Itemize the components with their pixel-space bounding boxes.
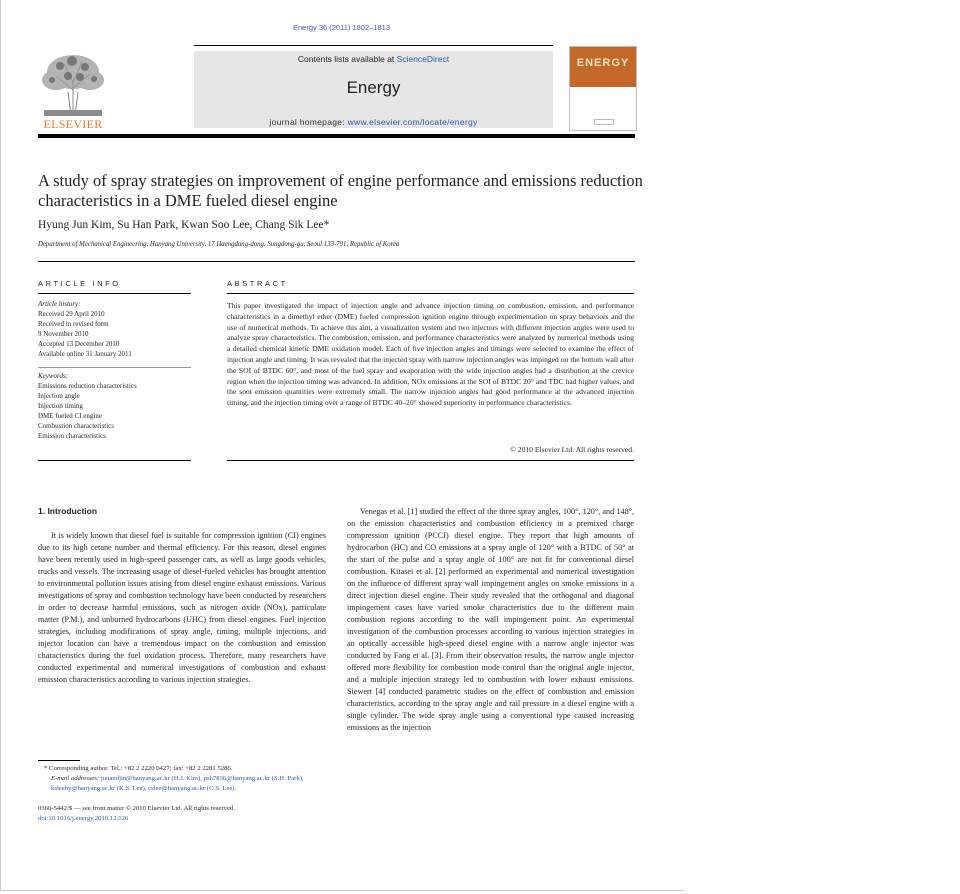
email-label: E-mail addresses: <box>51 775 100 782</box>
keywords-label: Keywords: <box>38 372 69 380</box>
keyword: Injection angle <box>38 392 80 400</box>
corresponding-author: * Corresponding author. Tel.: +82 2 2220 0427; fax: +82 2 2281 5286. <box>44 765 233 772</box>
history-item: Available online 31 January 2011 <box>38 350 132 358</box>
abstract-rule <box>227 293 634 294</box>
contents-line <box>194 54 553 64</box>
email-list[interactable]: junandjin@hanyang.ac.kr (H.J. Kim), psh7836@hanyang.ac.kr (S.H. Park), ksleehy@hanyang.ac.kr (K.S. Lee), cslee@hanyang.ac.kr (C.S. Lee). <box>51 775 304 792</box>
keyword: Emission characteristics <box>38 432 106 440</box>
homepage-prefix: journal homepage: <box>269 117 348 127</box>
article-info-heading: ARTICLE INFO <box>38 279 121 288</box>
doi-link[interactable]: doi:10.1016/j.energy.2010.12.026 <box>38 815 129 822</box>
journal-cover-thumbnail <box>569 46 637 131</box>
corresponding-author-footnote <box>38 764 328 794</box>
cover-title: ENERGY <box>576 57 630 69</box>
keywords-divider <box>38 367 191 368</box>
journal-citation[interactable]: Energy 36 (2011) 1802–1813 <box>292 23 391 32</box>
abstract-bottom-rule <box>227 460 634 461</box>
sciencedirect-link[interactable]: ScienceDirect <box>396 54 450 64</box>
abstract-heading: ABSTRACT <box>227 279 288 288</box>
journal-name: Energy <box>346 78 401 97</box>
keyword: DME fueled CI engine <box>38 412 102 420</box>
body-column-right: Venegas et al. [1] studied the effect of the three spray angles, 100°, 120°, and 148°, on the emission characteristics and combustion efficiency in a premixed charge compression ignition (PCCI) diesel engine. They report that high amounts of hydrocarbon (HC) and CO emissions at a spray angle of 120° with a BTDC of 50° at the start of the pulse and a spray angle of 100° are not fit for conventional diesel combustion. Kitasei et al. [2] performed an experimental and numerical investigation on the influence of different spray wall impingement angles on smoke emissions in a direct injection diesel engine. Their study revealed that the orthogonal and diagonal impingement cases have varied smoke characteristics due to the different main combustion regions according to the wall impingement point. An experimental investigation of the combustion processes according to various injection strategies in an optically accessible high-speed diesel engine with a narrow angle injector was conducted by Fang et al. [3]. From their observation results, the narrow angle injector offered more flexibility for combustion mode control than the original angle injector, and a multiple injection strategy led to combustion with lower exhaust emissions. Siewert [4] conducted parametric studies on the effect of combustion and emission characteristics, according to the spray angle and rail pressure in a diesel engine with a single cylinder. The wide spray angle using a conventional type caused increasing emissions as the injection <box>347 507 634 732</box>
author-list: Hyung Jun Kim, Su Han Park, Kwan Soo Lee, Chang Sik Lee* <box>38 219 330 231</box>
keyword: Combustion characteristics <box>38 422 115 430</box>
front-matter <box>38 804 328 824</box>
history-label: Article history: <box>38 300 81 308</box>
history-item: Accepted 13 December 2010 <box>38 340 120 348</box>
journal-homepage <box>194 117 553 127</box>
front-matter-line: 0360-5442/$ — see front matter © 2010 Elsevier Ltd. All rights reserved. <box>38 805 235 812</box>
header-top-rule <box>194 45 553 46</box>
header-bottom-rule <box>38 134 635 138</box>
history-item: 9 November 2010 <box>38 330 89 338</box>
section-heading-introduction: 1. Introduction <box>38 506 98 516</box>
cover-publisher-mark <box>594 119 614 125</box>
contents-prefix: Contents lists available at <box>297 54 397 64</box>
history-item: Received in revised form <box>38 320 109 328</box>
keywords-list <box>38 371 193 441</box>
article-info-rule <box>38 293 191 294</box>
article-title: A study of spray strategies on improvement of engine performance and emissions reduction characteristics in a DME fueled diesel engine <box>38 171 643 210</box>
footnote-rule <box>38 760 80 761</box>
history-item: Received 29 April 2010 <box>38 310 105 318</box>
body-column-left: It is widely known that diesel fuel is suitable for compression ignition (CI) engines due to its high cetane number and thermal efficiency. For this reason, diesel engines have been recently used in high-speed passenger cars, as well as large goods vehicles, trucks and vessels. The increasing usage of diesel-fueled vehicles has brought attention to environmental pollution issues arising from diesel engine exhaust emissions. Various investigations of spray and combustion technology have been conducted by researchers in order to decrease harmful emissions, such as nitrogen oxide (NOx), particulate matter (P.M.), and unburned hydrocarbons (UHC) from diesel engines. Fuel injection strategies, including modifications of spray angle, timing, multiple injections, and injector location can have a tremendous impact on the combustion and emission characteristics during the fuel oxidation process. Therefore, many researchers have conducted experimental and numerical investigations of combustion and exhaust emission characteristics according to various injection strategies. <box>38 531 326 684</box>
keyword: Emissions reduction characteristics <box>38 382 137 390</box>
title-block-rule <box>38 261 635 262</box>
email-addresses <box>38 774 328 794</box>
abstract-text: This paper investigated the impact of injection angle and advance injection timing on combustion, emission, and performance characteristics in a dimethyl ether (DME) fueled compression ignition engine through experimentation on spray behaviors and the use of numerical methods. To achieve this aim, a visualization system and two injectors with different injection angles were used to analyze spray characteristics. The combustion, emission, and performance characteristics were analyzed by numerical methods using a detailed chemical kinetic DME oxidation model. Each of five injection angles and timings were selected to examine the effect of injection angle and timing. It was revealed that the injected spray with narrow injection angles was impinged on the bottom wall after the SOI of BTDC 60°, and most of the fuel spray and evaporation with the wide injection angles had a distribution at the crevice region when the injection timing was advanced. In addition, NOx emissions at the SOI of BTDC 20° and TDC had higher values, and the soot emission quantities were extremely small. The narrow injection angles had good performance at the advanced injection timing, and the injection timing over a range of BTDC 40–20° showed superiority in performance characteristics. <box>227 301 634 408</box>
publisher-name: ELSEVIER <box>43 117 103 131</box>
keyword: Injection timing <box>38 402 83 410</box>
homepage-link[interactable]: www.elsevier.com/locate/energy <box>347 117 478 127</box>
article-history <box>38 299 193 359</box>
author-affiliation: Department of Mechanical Engineering, Hanyang University, 17 Haengdang-dong, Sungdong-gu, Seoul 133-791, Republic of Korea <box>38 241 400 248</box>
abstract-copyright: © 2010 Elsevier Ltd. All rights reserved. <box>510 445 634 454</box>
article-info-bottom-rule <box>38 460 191 461</box>
